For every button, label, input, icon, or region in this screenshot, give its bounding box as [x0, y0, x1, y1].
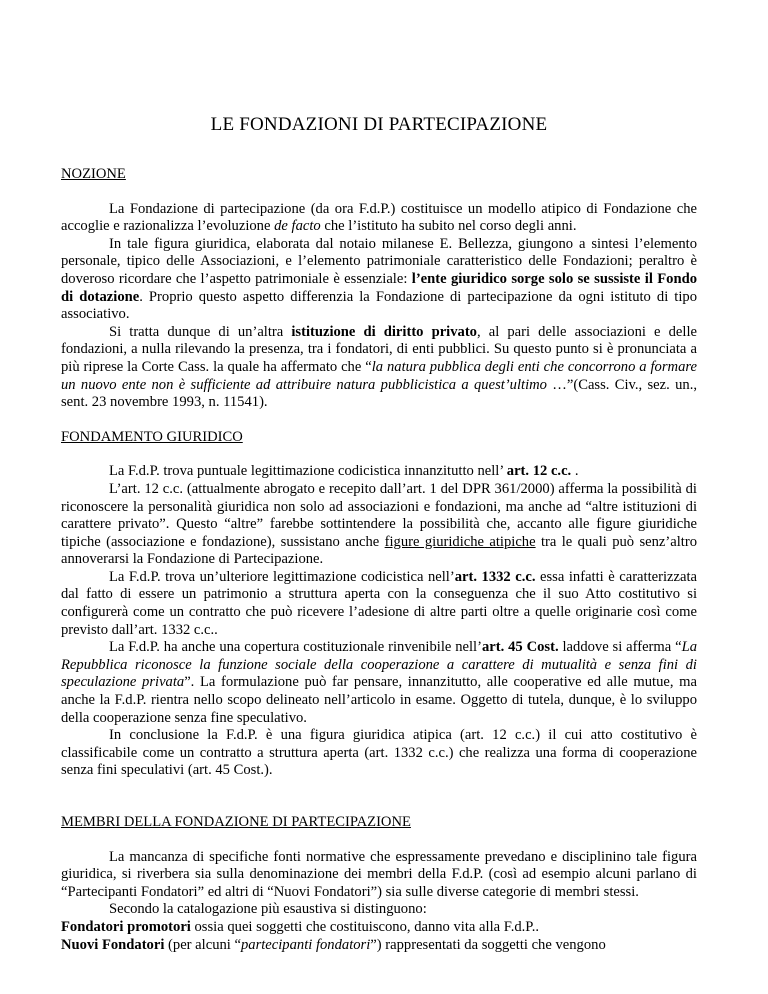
bold-text: art. 12 c.c. — [506, 463, 572, 480]
bold-text: istituzione di diritto privato — [291, 323, 477, 340]
text-run: In tale figura giuridica, elaborata dal notaio milanese E. Bellezza, giungono a sintesi l’elemento personale, tipico delle Associazioni, e l’elemento patrimoniale caratteristico delle Fondazioni; peraltro è doveroso ricordare che l’aspetto patrimoniale è essenziale: — [61, 235, 697, 287]
section-nozione — [61, 166, 697, 412]
text-run: In conclusione la F.d.P. è una figura giuridica atipica (art. 12 c.c.) il cui atto costitutivo è classificabile come un contratto a struttura aperta (art. 1332 c.c.) che realizza una forma di cooperazione senza fini speculativi (art. 45 Cost.). — [61, 727, 697, 779]
paragraph — [61, 481, 697, 569]
text-run: laddove si afferma “ — [558, 639, 682, 656]
paragraph — [61, 919, 697, 937]
italic-text: de facto — [274, 218, 321, 235]
text-run: (per alcuni “ — [164, 936, 241, 953]
text-run: ”. La formulazione può far pensare, innanzitutto, alle cooperative ed alle mutue, ma anche la F.d.P. rientra nello scopo delineato nell’articolo in esame. Oggetto di tutela, dunque, è lo sviluppo della cooperazione senza fine speculativo. — [61, 674, 697, 726]
paragraph — [61, 324, 697, 412]
paragraph — [61, 201, 697, 236]
text-run: che l’istituto ha subito nel corso degli anni. — [320, 218, 577, 235]
document-page — [61, 114, 697, 971]
text-run: tra le quali può senz’altro annoverarsi la Fondazione di Partecipazione. — [61, 533, 698, 568]
paragraph — [61, 727, 697, 780]
italic-text: La Repubblica riconosce la funzione sociale della cooperazione a carattere di mutualità e senza fini di speculazione privata — [61, 639, 698, 691]
bold-text: Nuovi Fondatori — [61, 936, 165, 953]
text-run: . — [571, 463, 579, 480]
bold-text: l’ente giuridico sorge solo se sussiste il Fondo di dotazione — [61, 270, 698, 305]
text-run: La F.d.P. ha anche una copertura costituzionale rinvenibile nell’ — [109, 639, 482, 656]
text-run: ossia quei soggetti che costituiscono, danno vita alla F.d.P.. — [190, 918, 540, 935]
text-run: Secondo la catalogazione più esaustiva si distinguono: — [109, 901, 427, 918]
section-heading-nozione: NOZIONE — [61, 166, 126, 182]
paragraph — [61, 937, 697, 955]
text-run: . Proprio questo aspetto differenzia la Fondazione di partecipazione da ogni istituto di tipo associativo. — [61, 288, 698, 323]
text-run: , al pari delle associazioni e delle fondazioni, a nulla rilevando la presenza, tra i fondatori, di enti pubblici. Su questo punto si è pronunciata a più riprese la Corte Cass. la quale ha affermato che “ — [61, 323, 697, 375]
paragraph — [61, 463, 697, 481]
text-run: La F.d.P. trova puntuale legittimazione codicistica innanzitutto nell’ — [109, 463, 507, 480]
section-membri — [61, 814, 697, 954]
text-run: Si tratta dunque di un’altra — [109, 323, 292, 340]
text-run: La F.d.P. trova un’ulteriore legittimazione codicistica nell’ — [109, 568, 455, 585]
paragraph — [61, 901, 697, 919]
text-run: La Fondazione di partecipazione (da ora F.d.P.) costituisce un modello atipico di Fondazione che accoglie e razionalizza l’evoluzione — [61, 200, 697, 235]
section-heading-membri: MEMBRI DELLA FONDAZIONE DI PARTECIPAZIONE — [61, 814, 411, 830]
section-heading-fondamento-giuridico: FONDAMENTO GIURIDICO — [61, 428, 243, 445]
text-run: ”) rappresentati da soggetti che vengono — [370, 936, 606, 953]
text-run: L’art. 12 c.c. (attualmente abrogato e recepito dall’art. 1 del DPR 361/2000) afferma la possibilità di riconoscere la personalità giuridica non solo ad associazioni e fondazioni, ma anche ad “altre istituzioni di carattere privato”. Questo “altre” farebbe sottintendere la possibilità che, accanto alle figure giuridiche tipiche (associazione e fondazione), sussistano anche — [61, 480, 697, 550]
underlined-text: figure giuridiche atipiche — [384, 533, 536, 550]
document-title: LE FONDAZIONI DI PARTECIPAZIONE — [210, 114, 548, 135]
italic-text: partecipanti fondatori — [240, 936, 371, 953]
paragraph — [61, 639, 697, 727]
italic-text: la natura pubblica degli enti che concorrono a formare un nuovo ente non è sufficiente ad attribuire natura pubblicistica a quest’ultimo — [61, 358, 697, 393]
section-fondamento-giuridico — [61, 429, 697, 780]
text-run: essa infatti è caratterizzata dal fatto di essere un patrimonio a struttura aperta con la conseguenza che il suo Atto costitutivo si configurerà come un contratto che può ricevere l’adesione di altre parti oltre a quelle originarie così come previsto dall’art. 1332 c.c.. — [61, 568, 697, 638]
paragraph — [61, 569, 697, 639]
bold-text: art. 1332 c.c. — [454, 568, 536, 585]
paragraph — [61, 849, 697, 902]
bold-text: Fondatori promotori — [61, 918, 191, 935]
text-run: La mancanza di specifiche fonti normative che espressamente prevedano e disciplinino tale figura giuridica, si riverbera sia sulla denominazione dei membri della F.d.P. (così ad esempio alcuni parlano di “Partecipanti Fondatori” ed altri di “Nuovi Fondatori”) sia sulle diverse categorie di membri stessi. — [61, 848, 697, 900]
paragraph — [61, 236, 697, 324]
bold-text: art. 45 Cost. — [481, 639, 559, 656]
text-run: …”(Cass. Civ., sez. un., sent. 23 novembre 1993, n. 11541). — [61, 376, 697, 411]
